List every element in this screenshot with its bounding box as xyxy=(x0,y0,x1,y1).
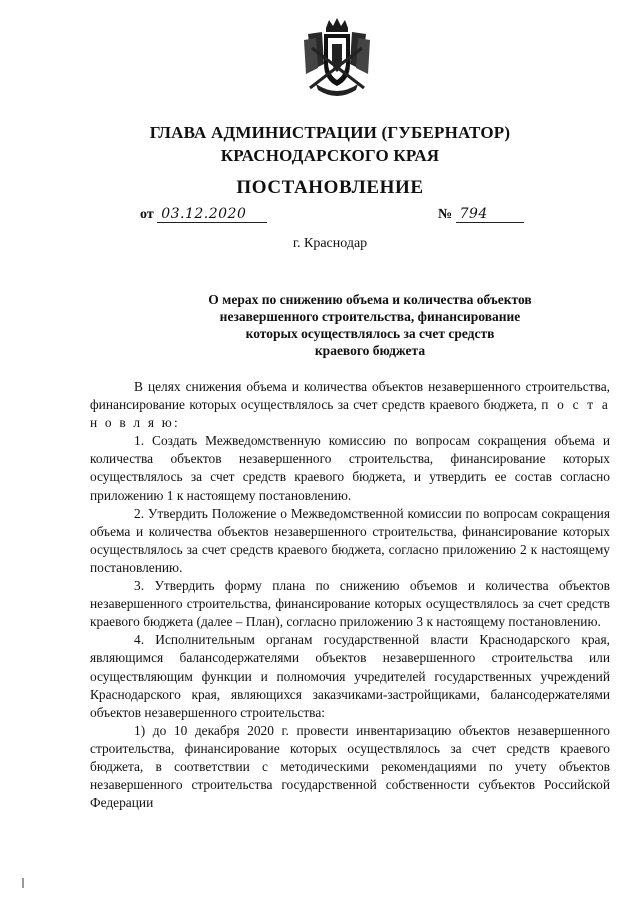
paragraph-1: 1. Создать Межведомственную комиссию по вопросам сокращения объема и количества объектов незавершенного строительства, финансирование которых осуществлялось за счет средств краевого бюджета, и утвердить ее состав согласно приложению 1 к настоящему постановлению. xyxy=(90,433,610,503)
paragraph-2: 2. Утвердить Положение о Межведомственной комиссии по вопросам сокращения объема и количества объектов незавершенного строительства, финансирование которых осуществлялось за счет средств краевого бюджета, согласно приложению 2 к настоящему постановлению. xyxy=(90,505,610,575)
number-label: № xyxy=(438,207,453,222)
coat-of-arms-icon xyxy=(302,18,372,100)
paragraph-3: 3. Утвердить форму плана по снижению объемов и количества объектов незавершенного строительства, финансирование которых осуществлялось за счет средств краевого бюджета (далее – План), согласно приложению 3 к настоящему постановлению. xyxy=(90,578,610,630)
date-field xyxy=(140,206,267,223)
issuer-title-line2: КРАСНОДАРСКОГО КРАЯ xyxy=(220,146,440,165)
scan-mark xyxy=(22,878,24,888)
decree-word: п о с т а н о в л я ю: xyxy=(90,397,610,431)
title-line: О мерах по снижению объема и количества объектов xyxy=(208,292,532,307)
title-line: краевого бюджета xyxy=(314,343,426,358)
paragraph-4: 4. Исполнительным органам государственной власти Краснодарского края, являющимся балансодержателями объектов незавершенного строительства или осуществляющим функции и полномочия учредителей государственных учреждений Краснодарского края, являющихся заказчиками-застройщиками, балансодержателями объектов незавершенного строительства: xyxy=(90,632,610,720)
number-value: 794 xyxy=(456,206,524,223)
intro-paragraph xyxy=(90,378,610,432)
paragraph-4-1: 1) до 10 декабря 2020 г. провести инвентаризацию объектов незавершенного строительства, финансирование которых осуществлялось за счет средств краевого бюджета, в соответствии с методическими рекомендациями по учету объектов незавершенного строительства государственной собственности субъектов Российской Федерации xyxy=(90,722,610,811)
number-field xyxy=(438,206,524,223)
document-type: ПОСТАНОВЛЕНИЕ xyxy=(236,177,424,198)
document-title xyxy=(170,291,570,359)
date-label: от xyxy=(140,207,154,222)
date-value: 03.12.2020 xyxy=(157,206,267,223)
title-line: которых осуществлялось за счет средств xyxy=(245,326,495,341)
title-line: незавершенного строительства, финансирование xyxy=(219,309,521,324)
city: г. Краснодар xyxy=(292,236,368,251)
issuer-title-line1: ГЛАВА АДМИНИСТРАЦИИ (ГУБЕРНАТОР) xyxy=(149,123,511,142)
intro-text: В целях снижения объема и количества объектов незавершенного строительства, финансирование которых осуществлялось за счет средств краевого бюджета, xyxy=(90,379,610,413)
document-body xyxy=(90,378,610,812)
